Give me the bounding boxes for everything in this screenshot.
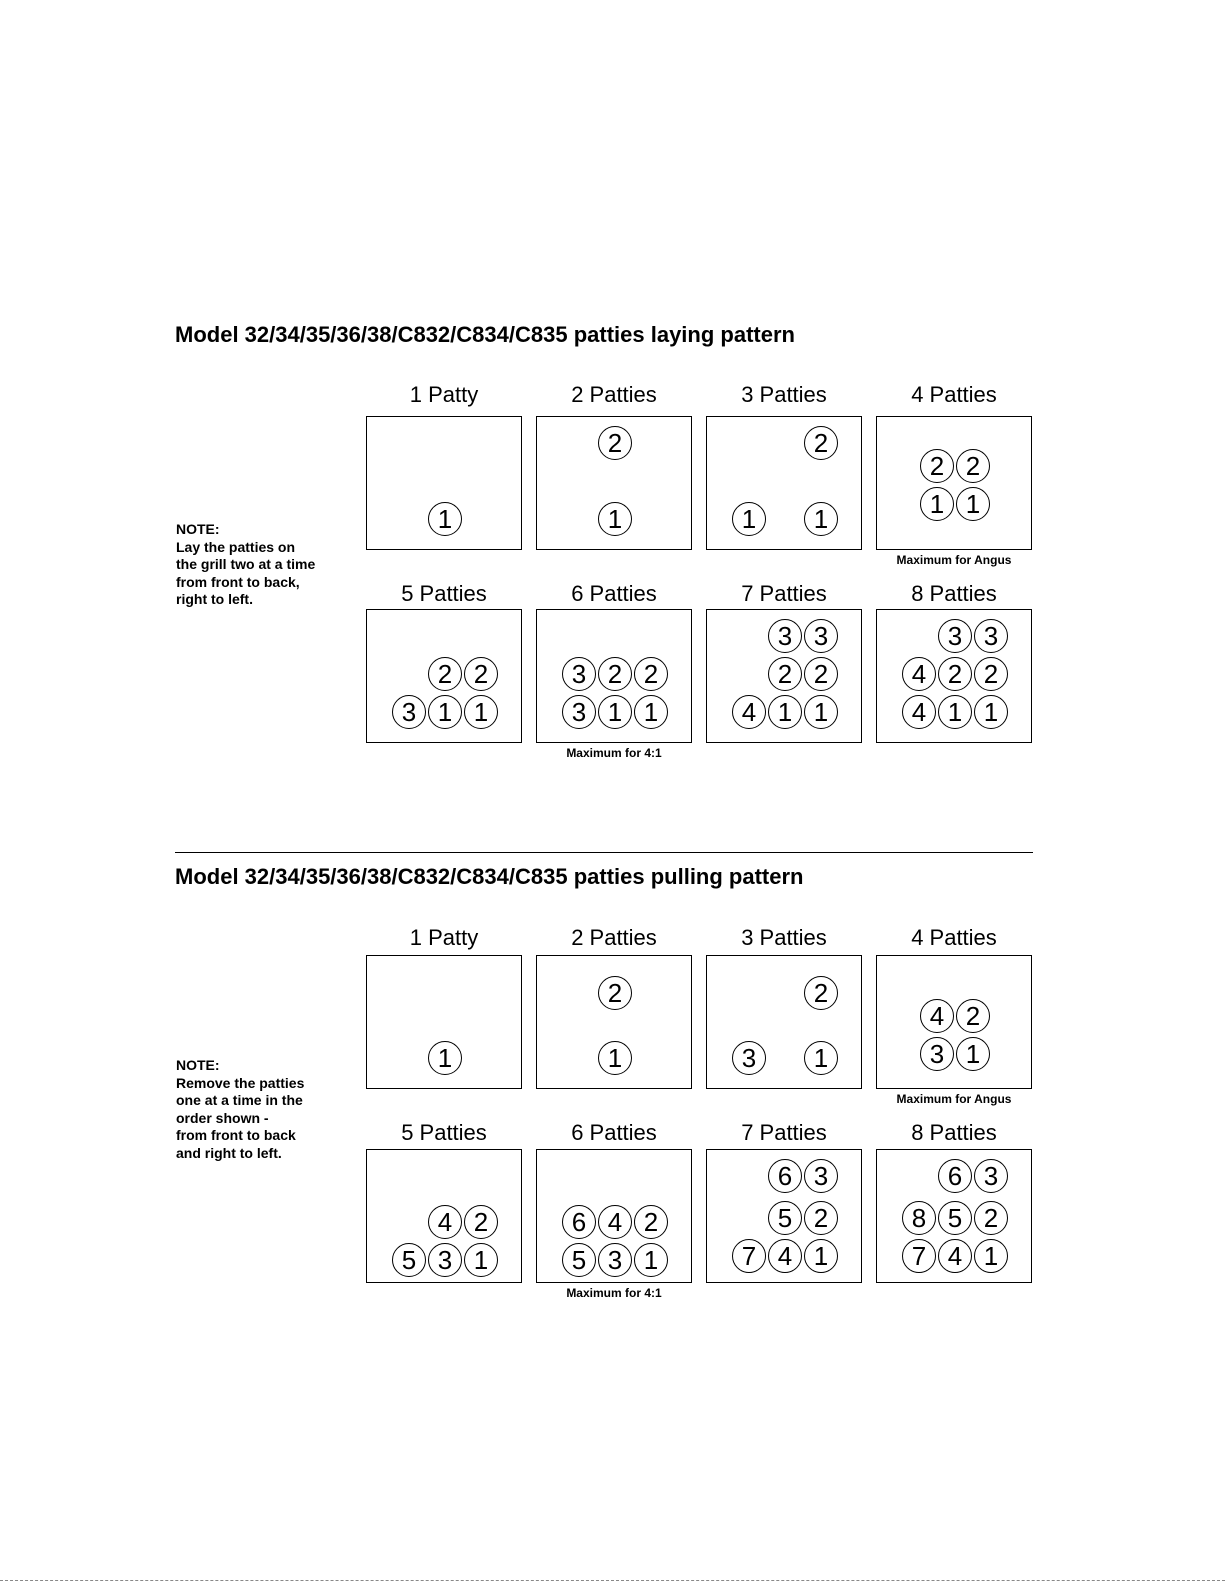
grill-box: [706, 955, 862, 1089]
patty-circle: 2: [920, 449, 954, 483]
cell-label: 4 Patties: [911, 382, 997, 407]
patty-circle: 2: [956, 999, 990, 1033]
cell-caption: Maximum for Angus: [896, 553, 1012, 567]
patty-circle: 3: [804, 1159, 838, 1193]
patty-circle: 1: [428, 502, 462, 536]
patty-circle: 2: [938, 657, 972, 691]
laying-pattern-title: Model 32/34/35/36/38/C832/C834/C835 patties laying pattern: [175, 322, 795, 347]
patty-circle: 6: [768, 1159, 802, 1193]
patty-circle: 2: [428, 657, 462, 691]
cell-label: 3 Patties: [741, 925, 827, 950]
grill-box: [366, 609, 522, 743]
patty-circle: 3: [428, 1243, 462, 1277]
grill-box: [876, 416, 1032, 550]
patty-circle: 1: [598, 502, 632, 536]
cell-label: 6 Patties: [571, 581, 657, 606]
patty-circle: 2: [804, 426, 838, 460]
cell-label: 4 Patties: [911, 925, 997, 950]
cell-label: 8 Patties: [911, 581, 997, 606]
note-line: one at a time in the: [176, 1092, 303, 1108]
patty-circle: 2: [974, 657, 1008, 691]
patty-circle: 3: [920, 1037, 954, 1071]
patty-circle: 3: [938, 619, 972, 653]
patty-circle: 2: [804, 657, 838, 691]
patty-circle: 2: [598, 426, 632, 460]
patty-circle: 3: [598, 1243, 632, 1277]
patty-circle: 1: [428, 1041, 462, 1075]
patty-circle: 2: [804, 1201, 838, 1235]
note-line: the grill two at a time: [176, 556, 316, 572]
patty-circle: 5: [392, 1243, 426, 1277]
patty-circle: 5: [562, 1243, 596, 1277]
patty-circle: 8: [902, 1201, 936, 1235]
patty-circle: 1: [598, 1041, 632, 1075]
note-line: NOTE:: [176, 1057, 220, 1073]
cell-label: 6 Patties: [571, 1120, 657, 1145]
patty-circle: 1: [938, 695, 972, 729]
patty-circle: 2: [956, 449, 990, 483]
patty-circle: 3: [804, 619, 838, 653]
cell-label: 3 Patties: [741, 382, 827, 407]
patty-circle: 1: [804, 1041, 838, 1075]
patty-circle: 1: [956, 487, 990, 521]
patty-circle: 2: [768, 657, 802, 691]
patty-circle: 7: [902, 1239, 936, 1273]
patty-circle: 2: [598, 657, 632, 691]
patty-circle: 1: [956, 1037, 990, 1071]
patty-circle: 1: [634, 1243, 668, 1277]
grill-box: [706, 416, 862, 550]
cell-label: 8 Patties: [911, 1120, 997, 1145]
patty-circle: 2: [598, 976, 632, 1010]
patty-circle: 1: [804, 502, 838, 536]
patty-circle: 4: [768, 1239, 802, 1273]
patty-circle: 4: [902, 657, 936, 691]
patty-circle: 4: [938, 1239, 972, 1273]
grill-box: [536, 1149, 692, 1283]
patty-circle: 4: [902, 695, 936, 729]
patty-circle: 1: [464, 695, 498, 729]
note-line: Remove the patties: [176, 1074, 305, 1091]
patty-circle: 1: [974, 695, 1008, 729]
patty-circle: 3: [974, 1159, 1008, 1193]
grill-box: [706, 1149, 862, 1283]
patty-circle: 2: [974, 1201, 1008, 1235]
page-edge-line: [0, 1580, 1225, 1581]
patty-circle: 2: [804, 976, 838, 1010]
cell-caption: Maximum for 4:1: [566, 746, 662, 760]
grill-box: [366, 416, 522, 550]
patty-circle: 4: [732, 695, 766, 729]
pulling-pattern-title: Model 32/34/35/36/38/C832/C834/C835 patties pulling pattern: [175, 864, 804, 889]
note-line: NOTE:: [176, 521, 220, 537]
patty-circle: 4: [598, 1205, 632, 1239]
patty-circle: 2: [464, 657, 498, 691]
patty-circle: 1: [598, 695, 632, 729]
patty-circle: 6: [938, 1159, 972, 1193]
cell-caption: Maximum for 4:1: [566, 1286, 662, 1300]
laying-note: [176, 521, 336, 609]
patty-circle: 1: [804, 1239, 838, 1273]
patty-circle: 1: [920, 487, 954, 521]
patty-circle: 3: [392, 695, 426, 729]
cell-caption: Maximum for Angus: [896, 1092, 1012, 1106]
cell-label: 5 Patties: [401, 1120, 487, 1145]
cell-label: 7 Patties: [741, 1120, 827, 1145]
note-line: right to left.: [176, 591, 253, 607]
note-line: order shown -: [176, 1109, 269, 1126]
grill-box: [706, 609, 862, 743]
patty-circle: 1: [634, 695, 668, 729]
pulling-note: [176, 1057, 336, 1162]
patty-circle: 5: [768, 1201, 802, 1235]
note-line: and right to left.: [176, 1144, 282, 1161]
patty-circle: 3: [562, 695, 596, 729]
patty-circle: 6: [562, 1205, 596, 1239]
patty-circle: 1: [804, 695, 838, 729]
patty-circle: 3: [768, 619, 802, 653]
patty-circle: 3: [562, 657, 596, 691]
grill-box: [366, 1149, 522, 1283]
grill-box: [536, 416, 692, 550]
grill-box: [536, 609, 692, 743]
cell-label: 1 Patty: [409, 382, 479, 407]
cell-label: 2 Patties: [571, 382, 657, 407]
patty-circle: 1: [768, 695, 802, 729]
patty-circle: 3: [732, 1041, 766, 1075]
patty-circle: 4: [428, 1205, 462, 1239]
cell-label: 2 Patties: [571, 925, 657, 950]
cell-label: 7 Patties: [741, 581, 827, 606]
patty-circle: 1: [428, 695, 462, 729]
note-line: from front to back,: [176, 573, 300, 590]
patty-circle: 2: [634, 657, 668, 691]
note-line: from front to back: [176, 1127, 296, 1143]
section-divider: [175, 852, 1033, 853]
patty-circle: 2: [634, 1205, 668, 1239]
patty-circle: 1: [464, 1243, 498, 1277]
cell-label: 1 Patty: [409, 925, 479, 950]
patty-circle: 3: [974, 619, 1008, 653]
grill-box: [876, 609, 1032, 743]
patty-circle: 2: [464, 1205, 498, 1239]
grill-box: [876, 1149, 1032, 1283]
note-line: Lay the patties on: [176, 538, 296, 555]
patty-circle: 1: [732, 502, 766, 536]
patty-circle: 4: [920, 999, 954, 1033]
patty-circle: 5: [938, 1201, 972, 1235]
patty-circle: 1: [974, 1239, 1008, 1273]
patty-circle: 7: [732, 1239, 766, 1273]
cell-label: 5 Patties: [401, 581, 487, 606]
grill-box: [876, 955, 1032, 1089]
grill-box: [536, 955, 692, 1089]
grill-box: [366, 955, 522, 1089]
